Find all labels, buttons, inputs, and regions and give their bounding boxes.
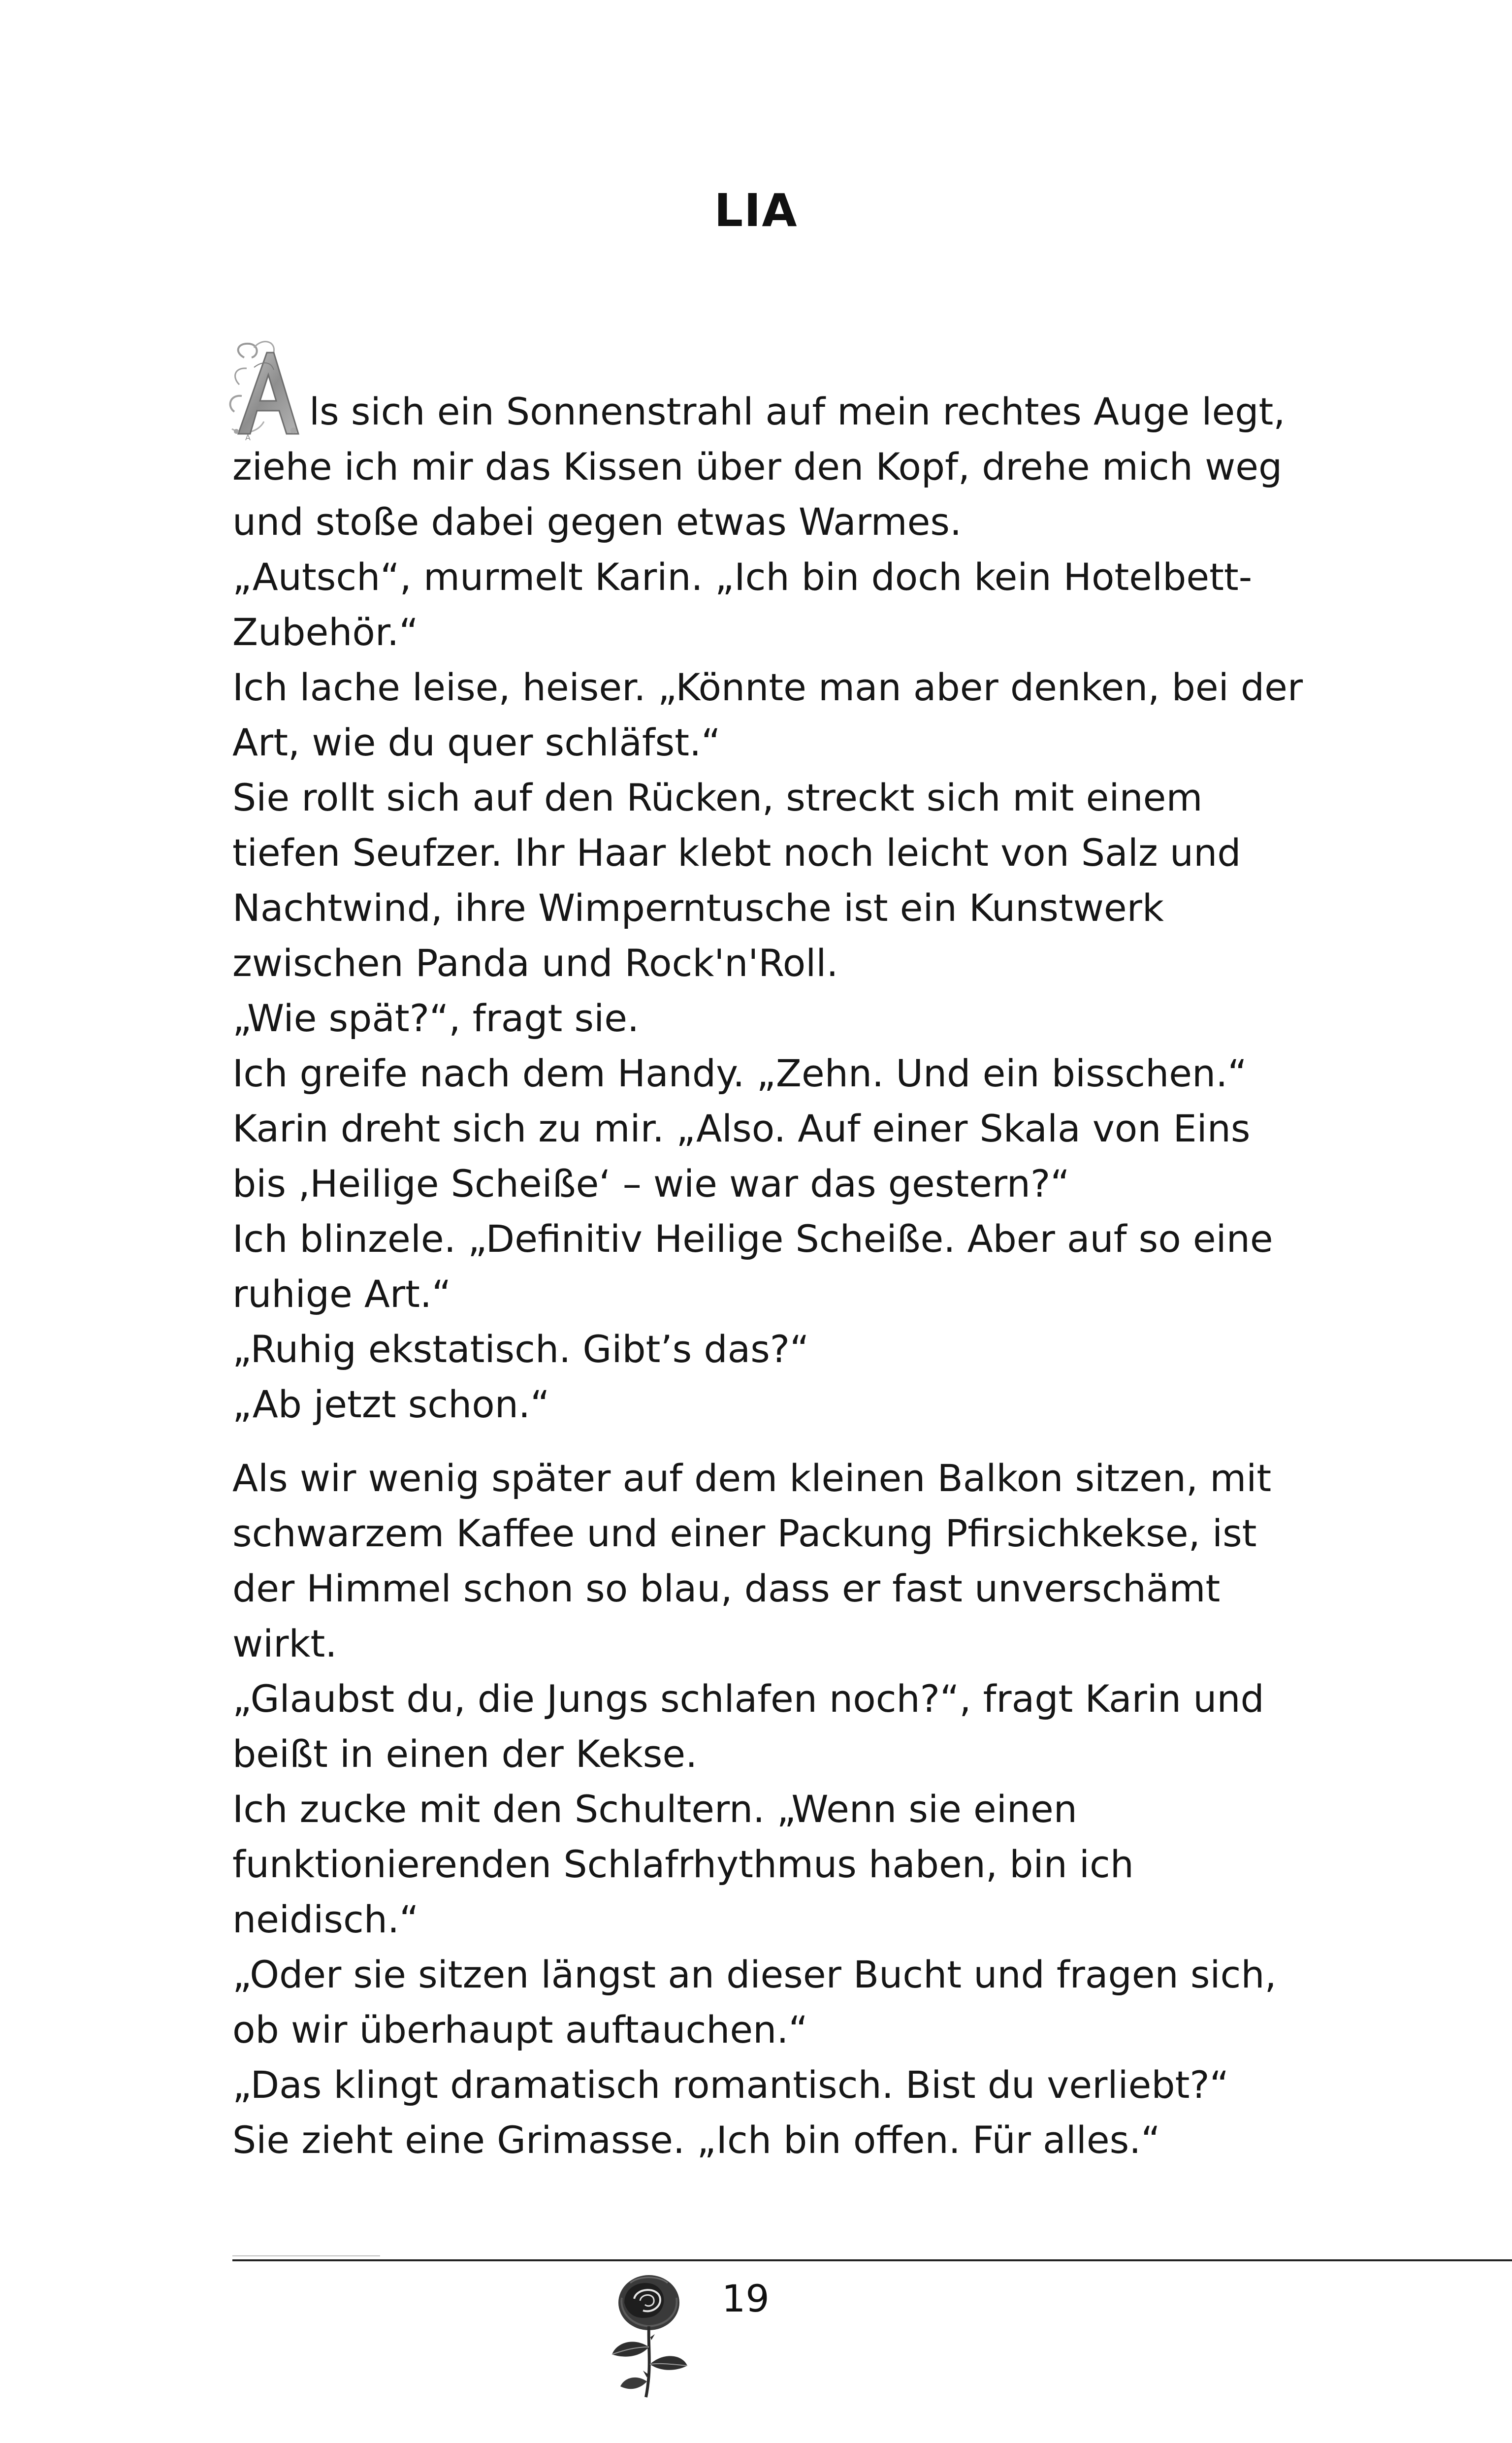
page-number: 19 <box>722 2277 770 2320</box>
text-line: beißt in einen der Kekse. <box>232 1732 698 1776</box>
footer-divider <box>232 2259 1512 2261</box>
ornamental-dropcap-icon <box>225 338 308 441</box>
text-line: wirkt. <box>232 1622 337 1665</box>
text-line: Zubehör.“ <box>232 610 418 654</box>
text-line: „Glaubst du, die Jungs schlafen noch?“, fragt Karin und <box>232 1677 1264 1721</box>
text-line: Karin dreht sich zu mir. „Also. Auf einer Skala von Eins <box>232 1107 1251 1150</box>
text-line: „Ab jetzt schon.“ <box>232 1382 550 1426</box>
rose-icon <box>605 2268 693 2401</box>
text-line: „Autsch“, murmelt Karin. „Ich bin doch kein Hotelbett- <box>232 555 1253 599</box>
dropcap-letter: A <box>245 433 251 441</box>
text-line: „Oder sie sitzen längst an dieser Bucht und fragen sich, <box>232 1953 1277 1996</box>
text-line: Sie zieht eine Grimasse. „Ich bin offen. Für alles.“ <box>232 2118 1160 2162</box>
text-line: Sie rollt sich auf den Rücken, streckt sich mit einem <box>232 776 1203 819</box>
text-line: bis ‚Heilige Scheiße‘ – wie war das gestern?“ <box>232 1162 1070 1205</box>
text-line: Als wir wenig später auf dem kleinen Balkon sitzen, mit <box>232 1456 1272 1500</box>
text-line: ob wir überhaupt auftauchen.“ <box>232 2008 808 2052</box>
text-line: Ich greife nach dem Handy. „Zehn. Und ein bisschen.“ <box>232 1051 1247 1095</box>
paragraph-2 <box>232 1451 1335 2168</box>
text-line: ziehe ich mir das Kissen über den Kopf, drehe mich weg <box>232 445 1283 489</box>
text-line: „Ruhig ekstatisch. Gibt’s das?“ <box>232 1327 809 1371</box>
text-line: der Himmel schon so blau, dass er fast unverschämt <box>232 1566 1221 1610</box>
text-line: „Das klingt dramatisch romantisch. Bist du verliebt?“ <box>232 2063 1229 2107</box>
text-line: Nachtwind, ihre Wimperntusche ist ein Kunstwerk <box>232 886 1164 930</box>
text-line: funktionierenden Schlafrhythmus haben, bin ich <box>232 1842 1134 1886</box>
footer-divider-accent <box>232 2255 380 2256</box>
text-line: tiefen Seufzer. Ihr Haar klebt noch leicht von Salz und <box>232 831 1241 875</box>
text-line: zwischen Panda und Rock'n'Roll. <box>232 941 838 985</box>
text-line: und stoße dabei gegen etwas Warmes. <box>232 500 962 544</box>
text-line: Ich lache leise, heiser. „Könnte man aber denken, bei der <box>232 665 1303 709</box>
chapter-title: LIA <box>714 184 798 237</box>
text-line: Art, wie du quer schläfst.“ <box>232 720 721 764</box>
text-line: neidisch.“ <box>232 1897 419 1941</box>
text-line: „Wie spät?“, fragt sie. <box>232 996 640 1040</box>
paragraph-1 <box>232 384 1335 1432</box>
text-line-content: ls sich ein Sonnenstrahl auf mein rechtes Auge legt, <box>309 390 1286 433</box>
text-line: schwarzem Kaffee und einer Packung Pfirsichkekse, ist <box>232 1511 1257 1555</box>
text-line: Ich blinzele. „Definitiv Heilige Scheiße. Aber auf so eine <box>232 1217 1273 1261</box>
text-line: ruhige Art.“ <box>232 1272 451 1316</box>
text-line: Ich zucke mit den Schultern. „Wenn sie einen <box>232 1787 1077 1831</box>
text-line <box>232 384 1335 439</box>
